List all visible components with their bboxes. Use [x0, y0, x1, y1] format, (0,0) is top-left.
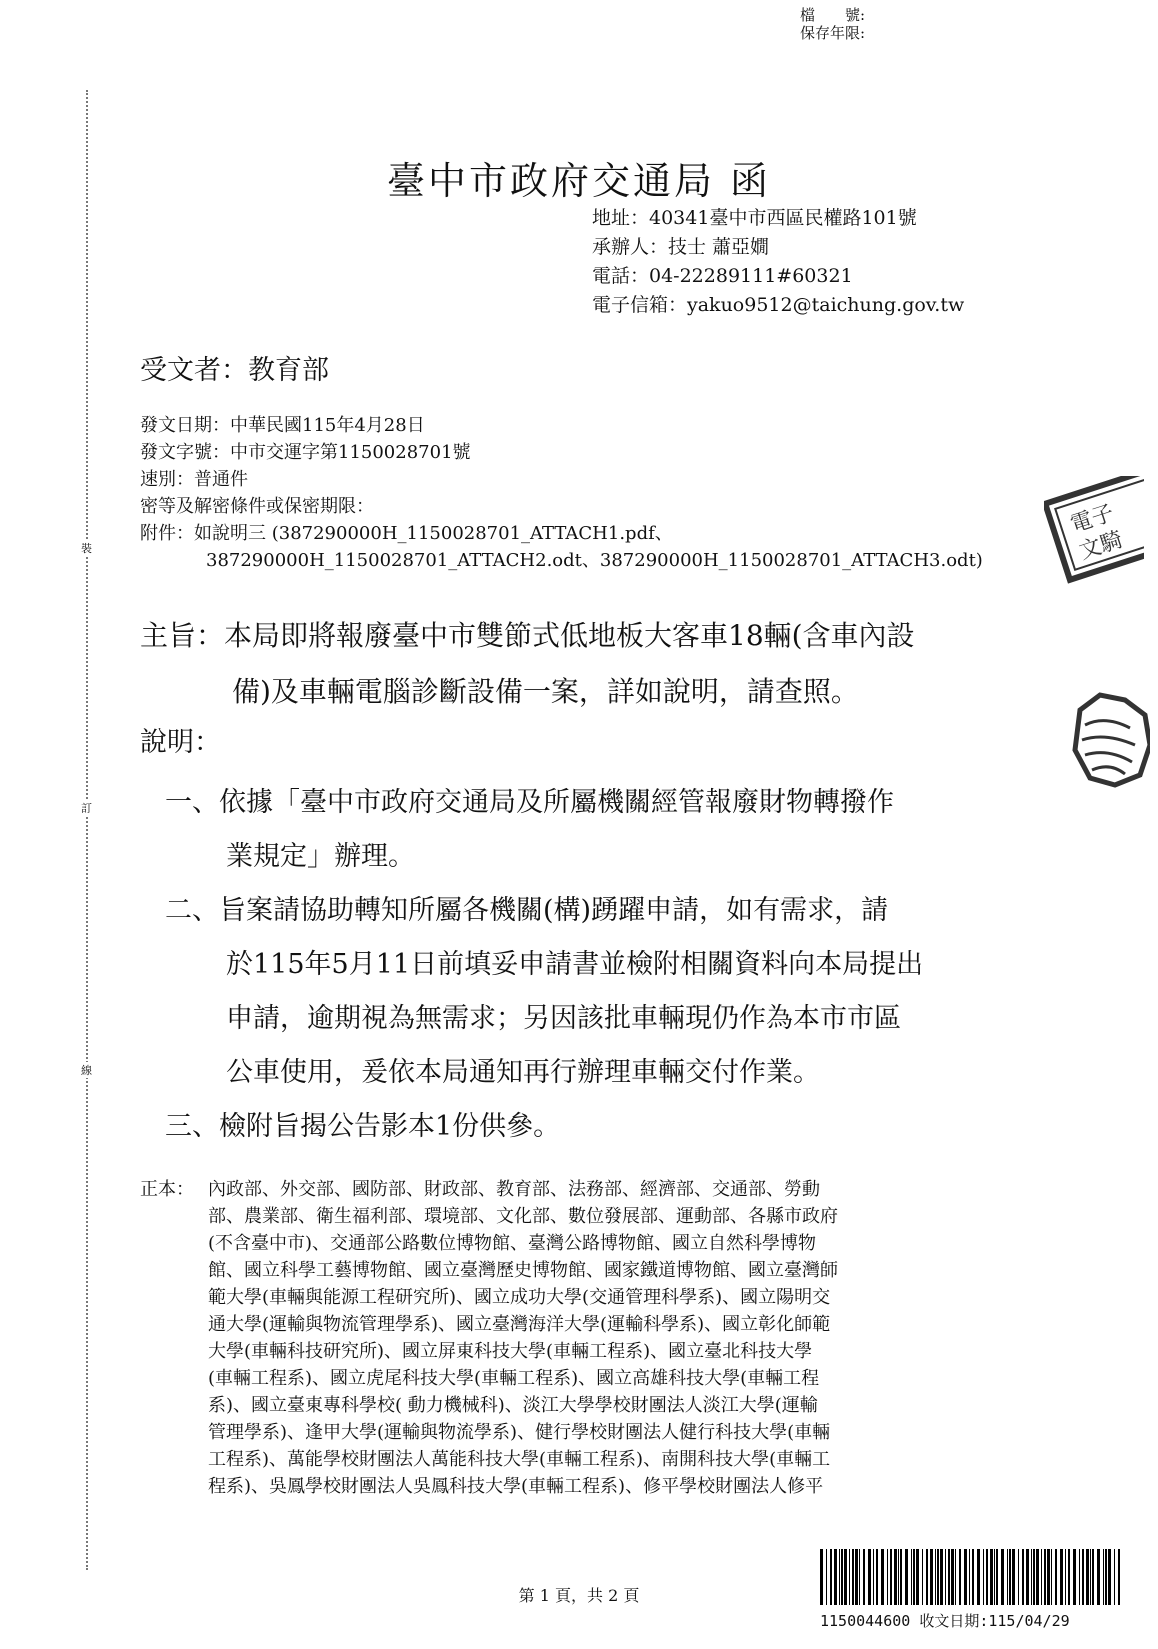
- barcode-bar: [1033, 1549, 1035, 1605]
- barcode-bar: [905, 1549, 908, 1605]
- barcode-bar: [868, 1549, 871, 1605]
- copies-line: 範大學(車輛與能源工程研究所)、國立成功大學(交通管理科學系)、國立陽明交: [208, 1287, 831, 1308]
- barcode-bar: [1026, 1549, 1029, 1605]
- page-number: 第 1 頁，共 2 頁: [518, 1586, 640, 1605]
- margin-mark-staple: 訂: [81, 802, 92, 815]
- barcode-bar: [983, 1549, 984, 1605]
- issue-date: 發文日期：中華民國115年4月28日: [140, 415, 425, 436]
- barcode-bar: [826, 1549, 827, 1605]
- barcode-bar: [1022, 1549, 1024, 1605]
- barcode-bar: [881, 1549, 884, 1605]
- barcode-caption: 1150044600 收文日期:115/04/29: [820, 1612, 1070, 1630]
- copies-line: 系)、國立臺東專科學校( 動力機械科)、淡江大學學校財團法人淡江大學(運輸: [208, 1395, 818, 1416]
- barcode-bar: [1031, 1549, 1032, 1605]
- barcode-bar: [948, 1549, 950, 1605]
- item-2-line-1: 二、旨案請協助轉知所屬各機關(構)踴躍申請，如有需求，請: [165, 895, 889, 926]
- electronic-exchange-stamp: [1044, 476, 1144, 586]
- barcode-bar: [830, 1549, 832, 1605]
- barcode-bar: [977, 1549, 980, 1605]
- document-title: 臺中市政府交通局 函: [386, 159, 772, 203]
- explanation-heading: 說明：: [140, 727, 221, 758]
- barcode-bar: [1090, 1549, 1091, 1605]
- recipient: 受文者：教育部: [140, 355, 329, 386]
- copies-line: (車輛工程系)、國立虎尾科技大學(車輛工程系)、國立高雄科技大學(車輛工程: [208, 1368, 820, 1389]
- barcode-bar: [1114, 1549, 1115, 1605]
- item-2-line-2: 於115年5月11日前填妥申請書並檢附相關資料向本局提出: [226, 949, 924, 980]
- document-number: 發文字號：中市交運字第1150028701號: [140, 442, 471, 463]
- barcode-bar: [855, 1549, 858, 1605]
- copies-line: 部、農業部、衛生福利部、環境部、文化部、數位發展部、運動部、各縣市政府: [208, 1206, 838, 1227]
- barcode-bar: [900, 1549, 902, 1605]
- subject-section: [140, 608, 1020, 720]
- subject-line-2: 備)及車輛電腦診斷設備一案，詳如說明，請查照。: [232, 675, 859, 708]
- barcode-bar: [945, 1549, 946, 1605]
- barcode-bar: [969, 1549, 970, 1605]
- barcode-bar: [1079, 1549, 1080, 1605]
- binding-margin-line: [86, 90, 88, 1570]
- barcode-bar: [1012, 1549, 1015, 1605]
- explanation-items: [165, 776, 1015, 1154]
- barcode-bar: [852, 1549, 854, 1605]
- barcode-bar: [1103, 1549, 1104, 1605]
- barcode-bar: [876, 1549, 878, 1605]
- copies-line: 大學(車輛科技研究所)、國立屏東科技大學(車輛工程系)、國立臺北科技大學: [208, 1341, 813, 1362]
- document-meta: [140, 412, 983, 574]
- attachments-line-1: 附件：如說明三 (387290000H_1150028701_ATTACH1.pdf、: [140, 523, 673, 544]
- secrecy-class: 密等及解密條件或保密期限：: [140, 496, 374, 517]
- barcode-bar: [940, 1549, 943, 1605]
- barcode-bar: [937, 1549, 939, 1605]
- copies-line: 館、國立科學工藝博物館、國立臺灣歷史博物館、國家鐵道博物館、國立臺灣師: [208, 1260, 838, 1281]
- margin-mark-line: 線: [81, 1064, 92, 1077]
- contact-address: 地址：40341臺中市西區民權路101號: [592, 207, 917, 229]
- subject-line-1: 主旨：本局即將報廢臺中市雙節式低地板大客車18輛(含車內設: [140, 619, 915, 652]
- speed-class: 速別：普通件: [140, 469, 248, 490]
- barcode-bar: [1060, 1549, 1063, 1605]
- barcode-bar: [964, 1549, 967, 1605]
- barcode-bar: [898, 1549, 899, 1605]
- barcode-bar: [1082, 1549, 1084, 1605]
- barcode-bar: [859, 1549, 860, 1605]
- barcode-bar: [911, 1549, 912, 1605]
- contact-phone: 電話：04-22289111#60321: [592, 265, 853, 287]
- barcode-bar: [926, 1549, 928, 1605]
- retention-period: 保存年限:: [800, 24, 866, 42]
- copies-line: 程系)、吳鳳學校財團法人吳鳳科技大學(車輛工程系)、修平學校財團法人修平: [208, 1476, 824, 1497]
- contact-handler: 承辦人：技士 蕭亞嫺: [592, 236, 770, 258]
- copies-line: (不含臺中市)、交通部公路數位博物館、臺灣公路博物館、國立自然科學博物: [208, 1233, 817, 1254]
- barcode-bar: [990, 1549, 993, 1605]
- barcode-bar: [1044, 1549, 1046, 1605]
- barcode-bar: [986, 1549, 988, 1605]
- barcode-bar: [959, 1549, 961, 1605]
- barcode-bar: [996, 1549, 998, 1605]
- svg-text:文騎: 文騎: [1076, 527, 1126, 565]
- copies-section: [140, 1176, 1020, 1500]
- barcode-bar: [863, 1549, 865, 1605]
- item-1-line-1: 一、依據「臺中市政府交通局及所屬機關經管報廢財物轉撥作: [165, 787, 894, 818]
- barcode-bar: [935, 1549, 936, 1605]
- item-2-line-4: 公車使用，爰依本局通知再行辦理車輛交付作業。: [226, 1057, 820, 1088]
- barcode-bar: [922, 1549, 923, 1605]
- attachments-line-2: 387290000H_1150028701_ATTACH2.odt、387290000H_1150028701_ATTACH3.odt): [206, 550, 983, 571]
- item-1-line-2: 業規定」辦理。: [226, 841, 415, 872]
- seal-stamp: [1070, 690, 1150, 790]
- contact-email: 電子信箱：yakuo9512@taichung.gov.tw: [592, 294, 965, 316]
- barcode-bar: [873, 1549, 874, 1605]
- barcode-bar: [972, 1549, 974, 1605]
- barcode-bar: [1051, 1549, 1052, 1605]
- barcode-bar: [820, 1549, 823, 1605]
- file-number: 檔 號:: [800, 6, 866, 24]
- barcode-bar: [894, 1549, 897, 1605]
- barcode-bar: [1073, 1549, 1076, 1605]
- file-meta: [800, 6, 865, 42]
- barcode-bar: [1047, 1549, 1050, 1605]
- barcode-bar: [1001, 1549, 1004, 1605]
- item-3-line-1: 三、檢附旨揭公告影本1份供參。: [165, 1111, 561, 1142]
- copies-line: 工程系)、萬能學校財團法人萬能科技大學(車輛工程系)、南開科技大學(車輛工: [208, 1449, 831, 1470]
- copies-line: 管理學系)、逢甲大學(運輸與物流學系)、健行學校財團法人健行科技大學(車輛: [208, 1422, 831, 1443]
- barcode-bar: [1065, 1549, 1066, 1605]
- barcode-bar: [844, 1549, 847, 1605]
- barcode-bar: [834, 1549, 837, 1605]
- barcode-bar: [1041, 1549, 1042, 1605]
- document-barcode: [820, 1549, 1120, 1605]
- barcode-bar: [849, 1549, 850, 1605]
- copies-list: [208, 1176, 1020, 1500]
- barcode-bar: [1108, 1549, 1111, 1605]
- barcode-bar: [955, 1549, 956, 1605]
- margin-mark-bind: 裝: [81, 542, 92, 555]
- barcode-bar: [1036, 1549, 1039, 1605]
- barcode-bar: [841, 1549, 843, 1605]
- svg-text:電子: 電子: [1067, 500, 1118, 539]
- copies-line: 通大學(運輸與物流管理學系)、國立臺灣海洋大學(運輸科學系)、國立彰化師範: [208, 1314, 831, 1335]
- barcode-bar: [1118, 1549, 1120, 1605]
- barcode-bar: [1055, 1549, 1057, 1605]
- barcode-bar: [951, 1549, 954, 1605]
- contact-block: [592, 204, 964, 320]
- barcode-bar: [1018, 1549, 1019, 1605]
- barcode-bar: [1092, 1549, 1094, 1605]
- barcode-bar: [1097, 1549, 1100, 1605]
- barcode-bar: [1009, 1549, 1011, 1605]
- barcode-bar: [930, 1549, 933, 1605]
- barcode-bar: [1105, 1549, 1107, 1605]
- barcode-bar: [913, 1549, 915, 1605]
- barcode-bar: [1086, 1549, 1089, 1605]
- barcode-bar: [839, 1549, 840, 1605]
- item-2-line-3: 申請，逾期視為無需求；另因該批車輛現仍作為本市市區: [226, 1003, 901, 1034]
- barcode-bar: [890, 1549, 892, 1605]
- copies-line: 內政部、外交部、國防部、財政部、教育部、法務部、經濟部、交通部、勞動: [208, 1179, 820, 1200]
- barcode-bar: [916, 1549, 919, 1605]
- barcode-bar: [1068, 1549, 1070, 1605]
- barcode-bar: [887, 1549, 888, 1605]
- copies-label: 正本：: [140, 1179, 194, 1200]
- barcode-bar: [1007, 1549, 1008, 1605]
- barcode-bar: [994, 1549, 995, 1605]
